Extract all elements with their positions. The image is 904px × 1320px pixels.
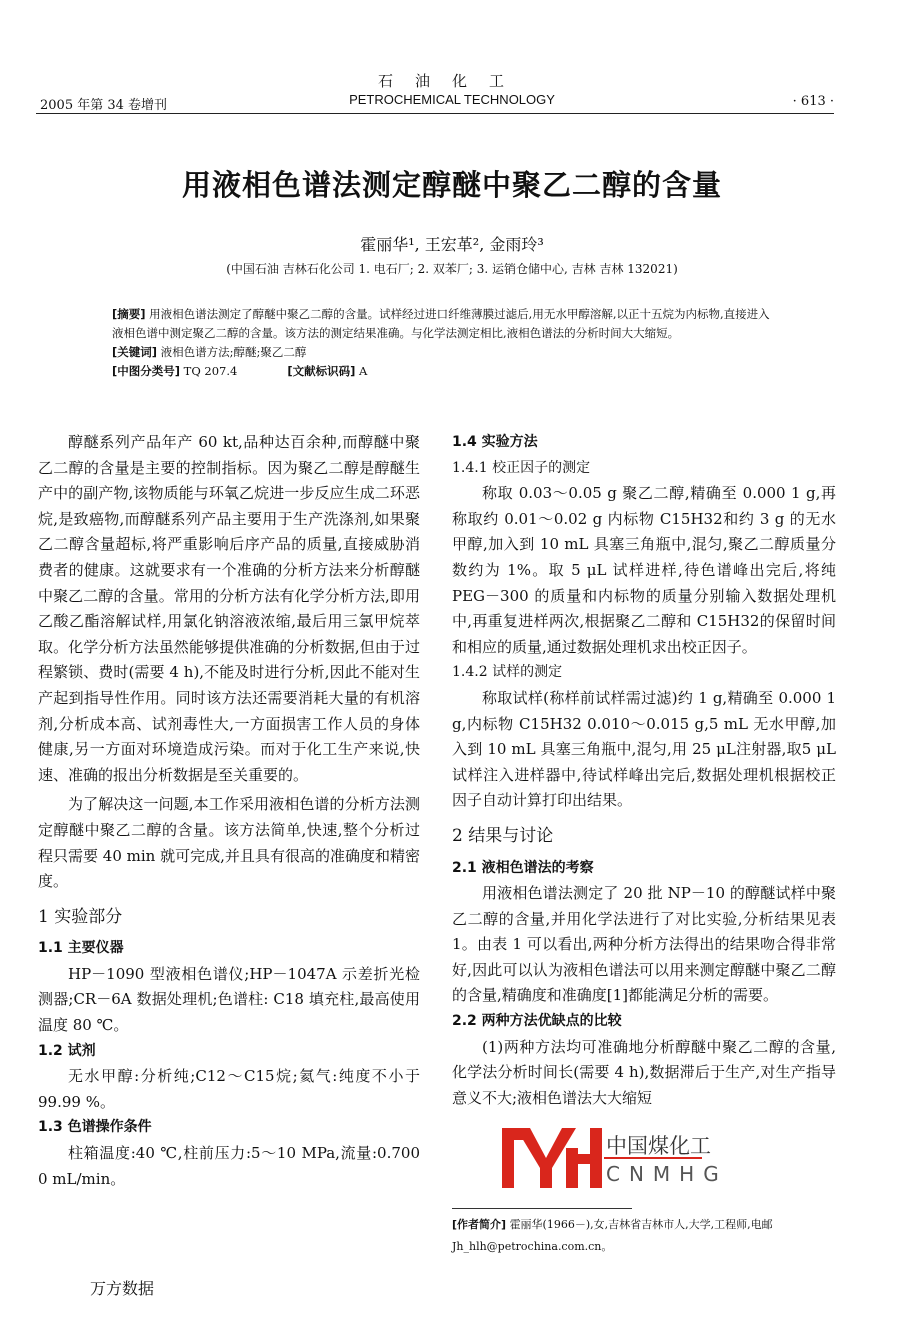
subsection-heading: 1.3 色谱操作条件	[38, 1119, 152, 1136]
subsection-heading: 1.2 试剂	[38, 1042, 96, 1059]
paragraph: 称取 0.03～0.05 g 聚乙二醇,精确至 0.000 1 g,再称取约 0.01～0.02 g 内标物 C15H32和约 3 g 的无水甲醇,加入到 10 mL 具塞三角瓶中,混匀,聚乙二醇质量分数约为 1%。取 5 μL 试样进样,待色谱峰出完后,将纯 PEG－300 的质量和内标物的质量分别输入数据处理机中,再重复进样两次,根据聚乙二醇和 C15H32的保留时间和相应的质量,通过数据处理机求出校正因子。	[452, 484, 836, 656]
paragraph: 柱箱温度:40 ℃,柱前压力:5～10 MPa,流量:0.700 0 mL/min。	[38, 1144, 420, 1188]
paragraph: 无水甲醇:分析纯;C12～C15烷;氦气:纯度不小于 99.99 %。	[38, 1067, 420, 1111]
doc-code: A	[359, 364, 368, 378]
affiliation: (中国石油 吉林石化公司 1. 电石厂; 2. 双苯厂; 3. 运销仓储中心, 吉林 吉林 132021)	[226, 262, 678, 276]
logo-text-cn: 中国煤化工	[606, 1134, 711, 1158]
abstract-block	[112, 305, 772, 381]
page-number: · 613 ·	[792, 94, 834, 109]
footnote-rule	[452, 1208, 632, 1209]
paragraph: 为了解决这一问题,本工作采用液相色谱的分析方法测定醇醚中聚乙二醇的含量。该方法简单,快速,整个分析过程只需要 40 min 就可完成,并且具有很高的准确度和精密度。	[38, 795, 420, 891]
watermark-logo	[502, 1128, 728, 1193]
paragraph: 称取试样(称样前试样需过滤)约 1 g,精确至 0.000 1 g,内标物 C15H32 0.010～0.015 g,5 mL 无水甲醇,加入到 10 mL 具塞三角瓶中,混匀,用 25 μL注射器,取5 μL 试样注入进样器中,待试样峰出完后,数据处理机根据校正因子自动计算打印出结果。	[452, 688, 836, 810]
subsection-heading: 1.1 主要仪器	[38, 940, 124, 957]
abstract-text: 用液相色谱法测定了醇醚中聚乙二醇的含量。试样经过进口纤维薄膜过滤后,用无水甲醇溶解,以正十五烷为内标物,直接进入液相色谱中测定聚乙二醇的含量。该方法的测定结果准确。与化学法测定相比,液相色谱法的分析时间大大缩短。	[112, 307, 770, 340]
authors: 霍丽华¹, 王宏革², 金雨玲³	[360, 235, 544, 254]
section-heading: 2 结果与讨论	[452, 825, 554, 846]
subsection-heading: 2.1 液相色谱法的考察	[452, 859, 594, 876]
subsection-heading: 2.2 两种方法优缺点的比较	[452, 1013, 622, 1030]
paragraph: 醇醚系列产品年产 60 kt,品种达百余种,而醇醚中聚乙二醇的含量是主要的控制指标。因为聚乙二醇是醇醚生产中的副产物,该物质能与环氧乙烷进一步反应生成二环恶烷,是致癌物,而醇醚系列产品主要用于生产洗涤剂,如果聚乙二醇含量超标,将严重影响后序产品的质量,直接威胁消费者的健康。这就要求有一个准确的分析方法来分析醇醚中聚乙二醇的含量。常用的分析方法有化学分析方法,即用乙酸乙酯溶解试样,用氯化钠溶液浓缩,最后用三氯甲烷萃取。化学分析方法虽然能够提供准确的分析数据,但由于过程繁锁、费时(需要 4 h),不能及时进行分析,因此不能对生产起到指导性作用。同时该方法还需要消耗大量的有机溶剂,分析成本高、试剂毒性大,一方面损害工作人员的身体健康,另一方面对环境造成污染。而对于化工生产来说,快速、准确的报出分析数据是至关重要的。	[38, 433, 420, 784]
right-column	[452, 430, 836, 1111]
keywords: 液相色谱方法;醇醚;聚乙二醇	[160, 345, 307, 359]
paragraph: (1)两种方法均可准确地分析醇醚中聚乙二醇的含量,化学法分析时间长(需要 4 h),数据滞后于生产,对生产指导意义不大;液相色谱法大大缩短	[452, 1037, 836, 1107]
subsubsection-heading: 1.4.2 试样的测定	[452, 664, 563, 681]
abstract-label: [摘要]	[112, 307, 146, 321]
class-label: [中图分类号]	[112, 364, 181, 378]
issue-info: 2005 年第 34 卷增刊	[40, 98, 168, 113]
paragraph: HP－1090 型液相色谱仪;HP－1047A 示差折光检测器;CR－6A 数据处理机;色谱柱: C18 填充柱,最高使用温度 80 ℃。	[38, 964, 420, 1035]
keywords-label: [关键词]	[112, 345, 158, 359]
logo-text-en: CNMHG	[606, 1162, 728, 1186]
wanfang-watermark: 万方数据	[90, 1279, 155, 1298]
footnote-label: [作者简介]	[452, 1218, 507, 1231]
paragraph: 用液相色谱法测定了 20 批 NP－10 的醇醚试样中聚乙二醇的含量,并用化学法进行了对比实验,分析结果见表 1。由表 1 可以看出,两种分析方法得出的结果吻合得非常好,因此可以认为液相色谱法可以用来测定醇醚中聚乙二醇的含量,精确度和准确度[1]都能满足分析的需要。	[452, 884, 836, 1005]
subsection-heading: 1.4 实验方法	[452, 434, 538, 450]
subsubsection-heading: 1.4.1 校正因子的测定	[452, 459, 591, 476]
footnote-text: 霍丽华(1966－),女,吉林省吉林市人,大学,工程师,电邮 Jh_hlh@petrochina.com.cn。	[452, 1218, 773, 1253]
journal-name-en: PETROCHEMICAL TECHNOLOGY	[349, 92, 555, 107]
header-rule	[36, 113, 834, 114]
author-footnote	[452, 1214, 836, 1258]
section-heading: 1 实验部分	[38, 906, 123, 927]
doc-code-label: [文献标识码]	[287, 364, 356, 378]
paper-title: 用液相色谱法测定醇醚中聚乙二醇的含量	[181, 168, 722, 202]
left-column	[38, 430, 420, 1192]
class-number: TQ 207.4	[183, 364, 238, 378]
journal-name-cn: 石油化工	[377, 72, 526, 90]
